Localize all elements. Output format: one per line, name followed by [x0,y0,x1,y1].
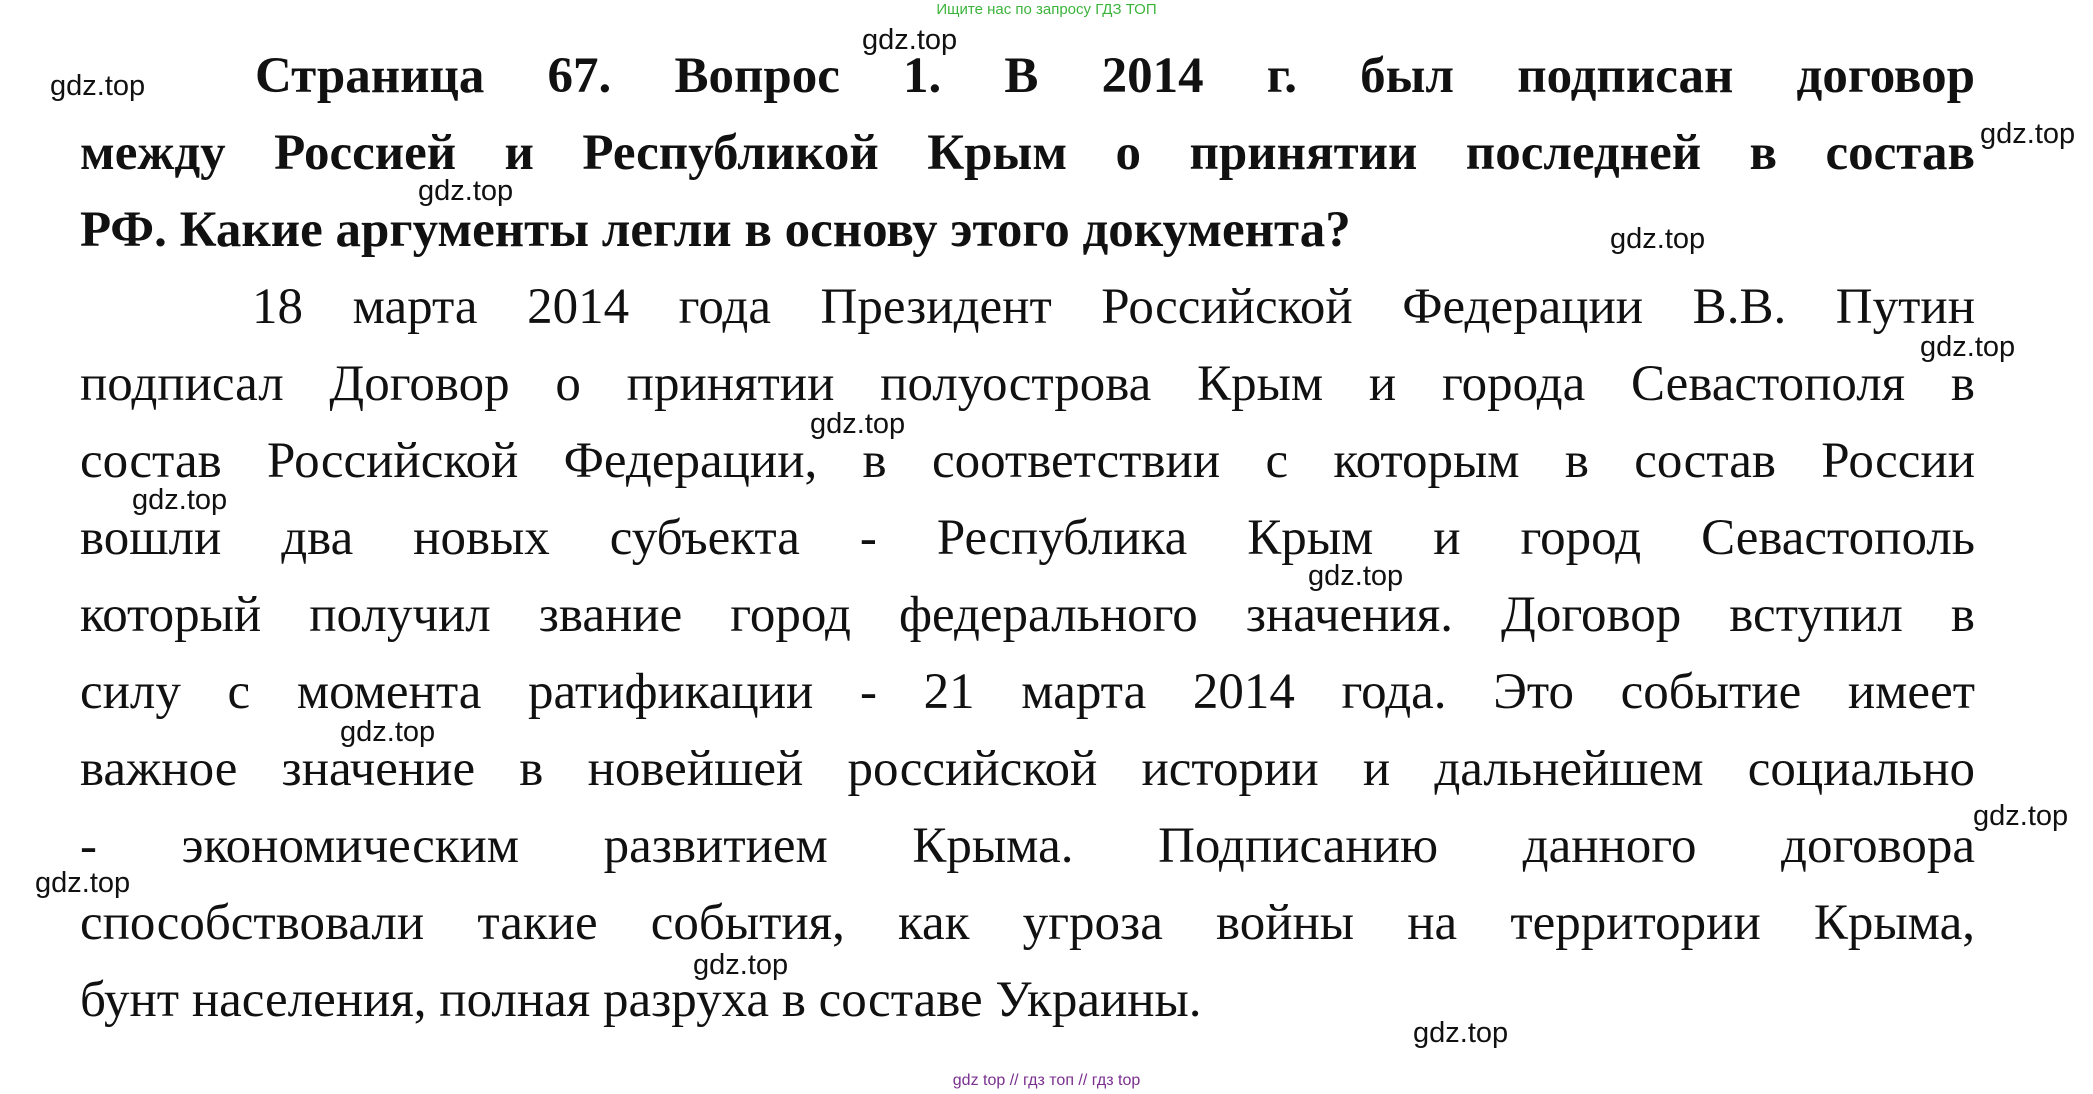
question-line: РФ. Какие аргументы легли в основу этого документа? [80,202,1351,258]
answer-line: 18 марта 2014 года Президент Российской Федерации В.В. Путин [252,279,1975,335]
answer-line: бунт населения, полная разруха в составе Украины. [80,972,1202,1028]
watermark: gdz.top [35,867,131,899]
answer-line: состав Российской Федерации, в соответствии с которым в состав России [80,433,1975,489]
question-line: Страница 67. Вопрос 1. В 2014 г. был подписан договор [255,48,1975,104]
footer-links[interactable]: gdz top // гдз топ // гдз top [952,1072,1141,1089]
answer-line: силу с момента ратификации - 21 марта 2014 года. Это событие имеет [80,664,1975,720]
watermark: gdz.top [1973,800,2069,832]
watermark: gdz.top [1980,118,2076,150]
watermark: gdz.top [810,408,906,440]
document-body [80,38,1975,1039]
watermark: gdz.top [1308,560,1404,592]
top-banner: Ищите нас по запросу ГДЗ ТОП [936,1,1157,18]
answer-line: важное значение в новейшей российской истории и дальнейшем социально [80,741,1975,797]
answer-line: способствовали такие события, как угроза войны на территории Крыма, [80,895,1975,951]
question-line: между Россией и Республикой Крым о принятии последней в состав [80,125,1975,181]
watermark: gdz.top [1610,223,1706,255]
answer-line: - экономическим развитием Крыма. Подписанию данного договора [80,818,1975,874]
answer-line: вошли два новых субъекта - Республика Крым и город Севастополь [80,510,1975,566]
watermark: gdz.top [693,949,789,981]
watermark: gdz.top [1920,331,2016,363]
answer-line: подписал Договор о принятии полуострова Крым и города Севастополя в [80,356,1975,412]
answer-block [80,269,1975,1039]
answer-line: который получил звание город федерального значения. Договор вступил в [80,587,1975,643]
watermark: gdz.top [862,24,958,56]
watermark: gdz.top [418,175,514,207]
watermark: gdz.top [132,484,228,516]
watermark: gdz.top [50,70,146,102]
watermark: gdz.top [340,716,436,748]
watermark: gdz.top [1413,1017,1509,1049]
